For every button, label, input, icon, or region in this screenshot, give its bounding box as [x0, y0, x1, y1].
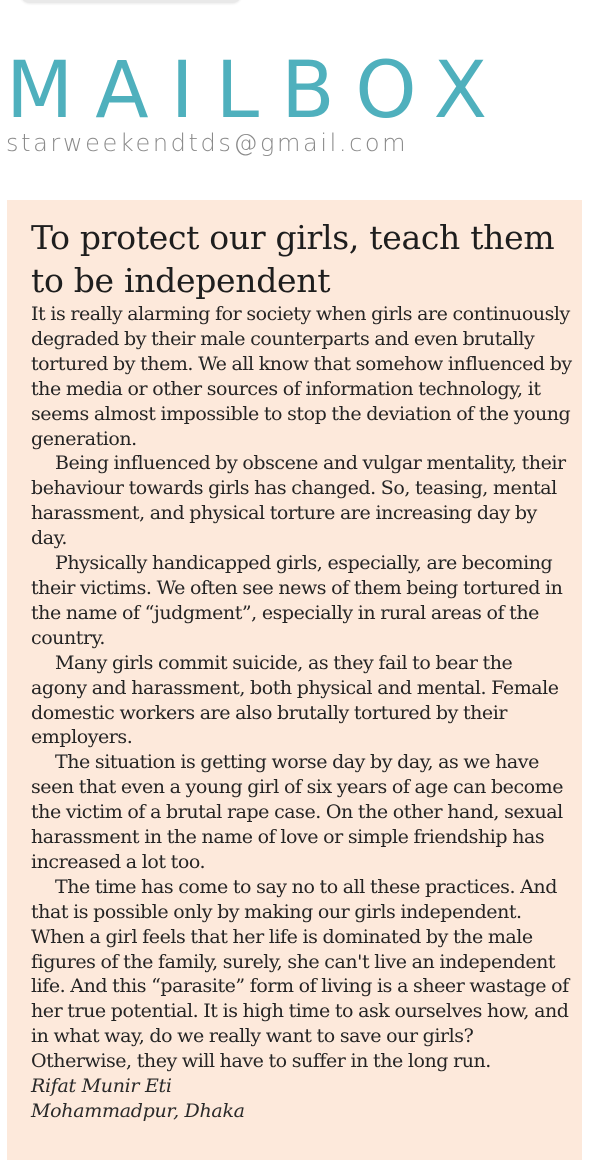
letter-body: [31, 302, 572, 1074]
letter-headline: To protect our girls, teach them to be independent: [31, 218, 555, 300]
letter-box: [7, 200, 582, 1160]
masthead-title: MAILBOX: [6, 46, 510, 136]
letter-author: Rifat Munir Eti: [31, 1075, 172, 1098]
letter-location: Mohammadpur, Dhaka: [31, 1100, 245, 1122]
previous-section-fragment: [20, 0, 242, 3]
letter-paragraph: The time has come to say no to all these practices. And that is possible only by making our girls independent. When a girl feels that her life is dominated by the male figures of the family, surely, she can't live an independent life. And this “parasite” form of living is a sheer wastage of her true potential. It is high time to ask ourselves how, and in what way, do we really want to save our girls? Otherwise, they will have to suffer in the long run.: [31, 875, 569, 1073]
letter-paragraph: It is really alarming for society when girls are continuously degraded by their male counterparts and even brutally tortured by them. We all know that somehow influenced by the media or other sources of information technology, it seems almost impossible to stop the deviation of the young generation.: [31, 303, 572, 450]
letter-paragraph: Many girls commit suicide, as they fail to bear the agony and harassment, both physical and mental. Female domestic workers are also brutally tortured by their employers.: [31, 651, 559, 749]
masthead-email[interactable]: starweekendtds@gmail.com: [6, 129, 409, 157]
letter-paragraph: Being influenced by obscene and vulgar mentality, their behaviour towards girls has changed. So, teasing, mental harassment, and physical torture are increasing day by day.: [31, 452, 566, 550]
letter-paragraph: Physically handicapped girls, especially, are becoming their victims. We often see news of them being tortured in the name of “judgment”, especially in rural areas of the country.: [31, 552, 563, 649]
letter-paragraph: The situation is getting worse day by day, as we have seen that even a young girl of six years of age can become the victim of a brutal rape case. On the other hand, sexual harassment in the name of love or simple friendship has increased a lot too.: [31, 751, 563, 873]
